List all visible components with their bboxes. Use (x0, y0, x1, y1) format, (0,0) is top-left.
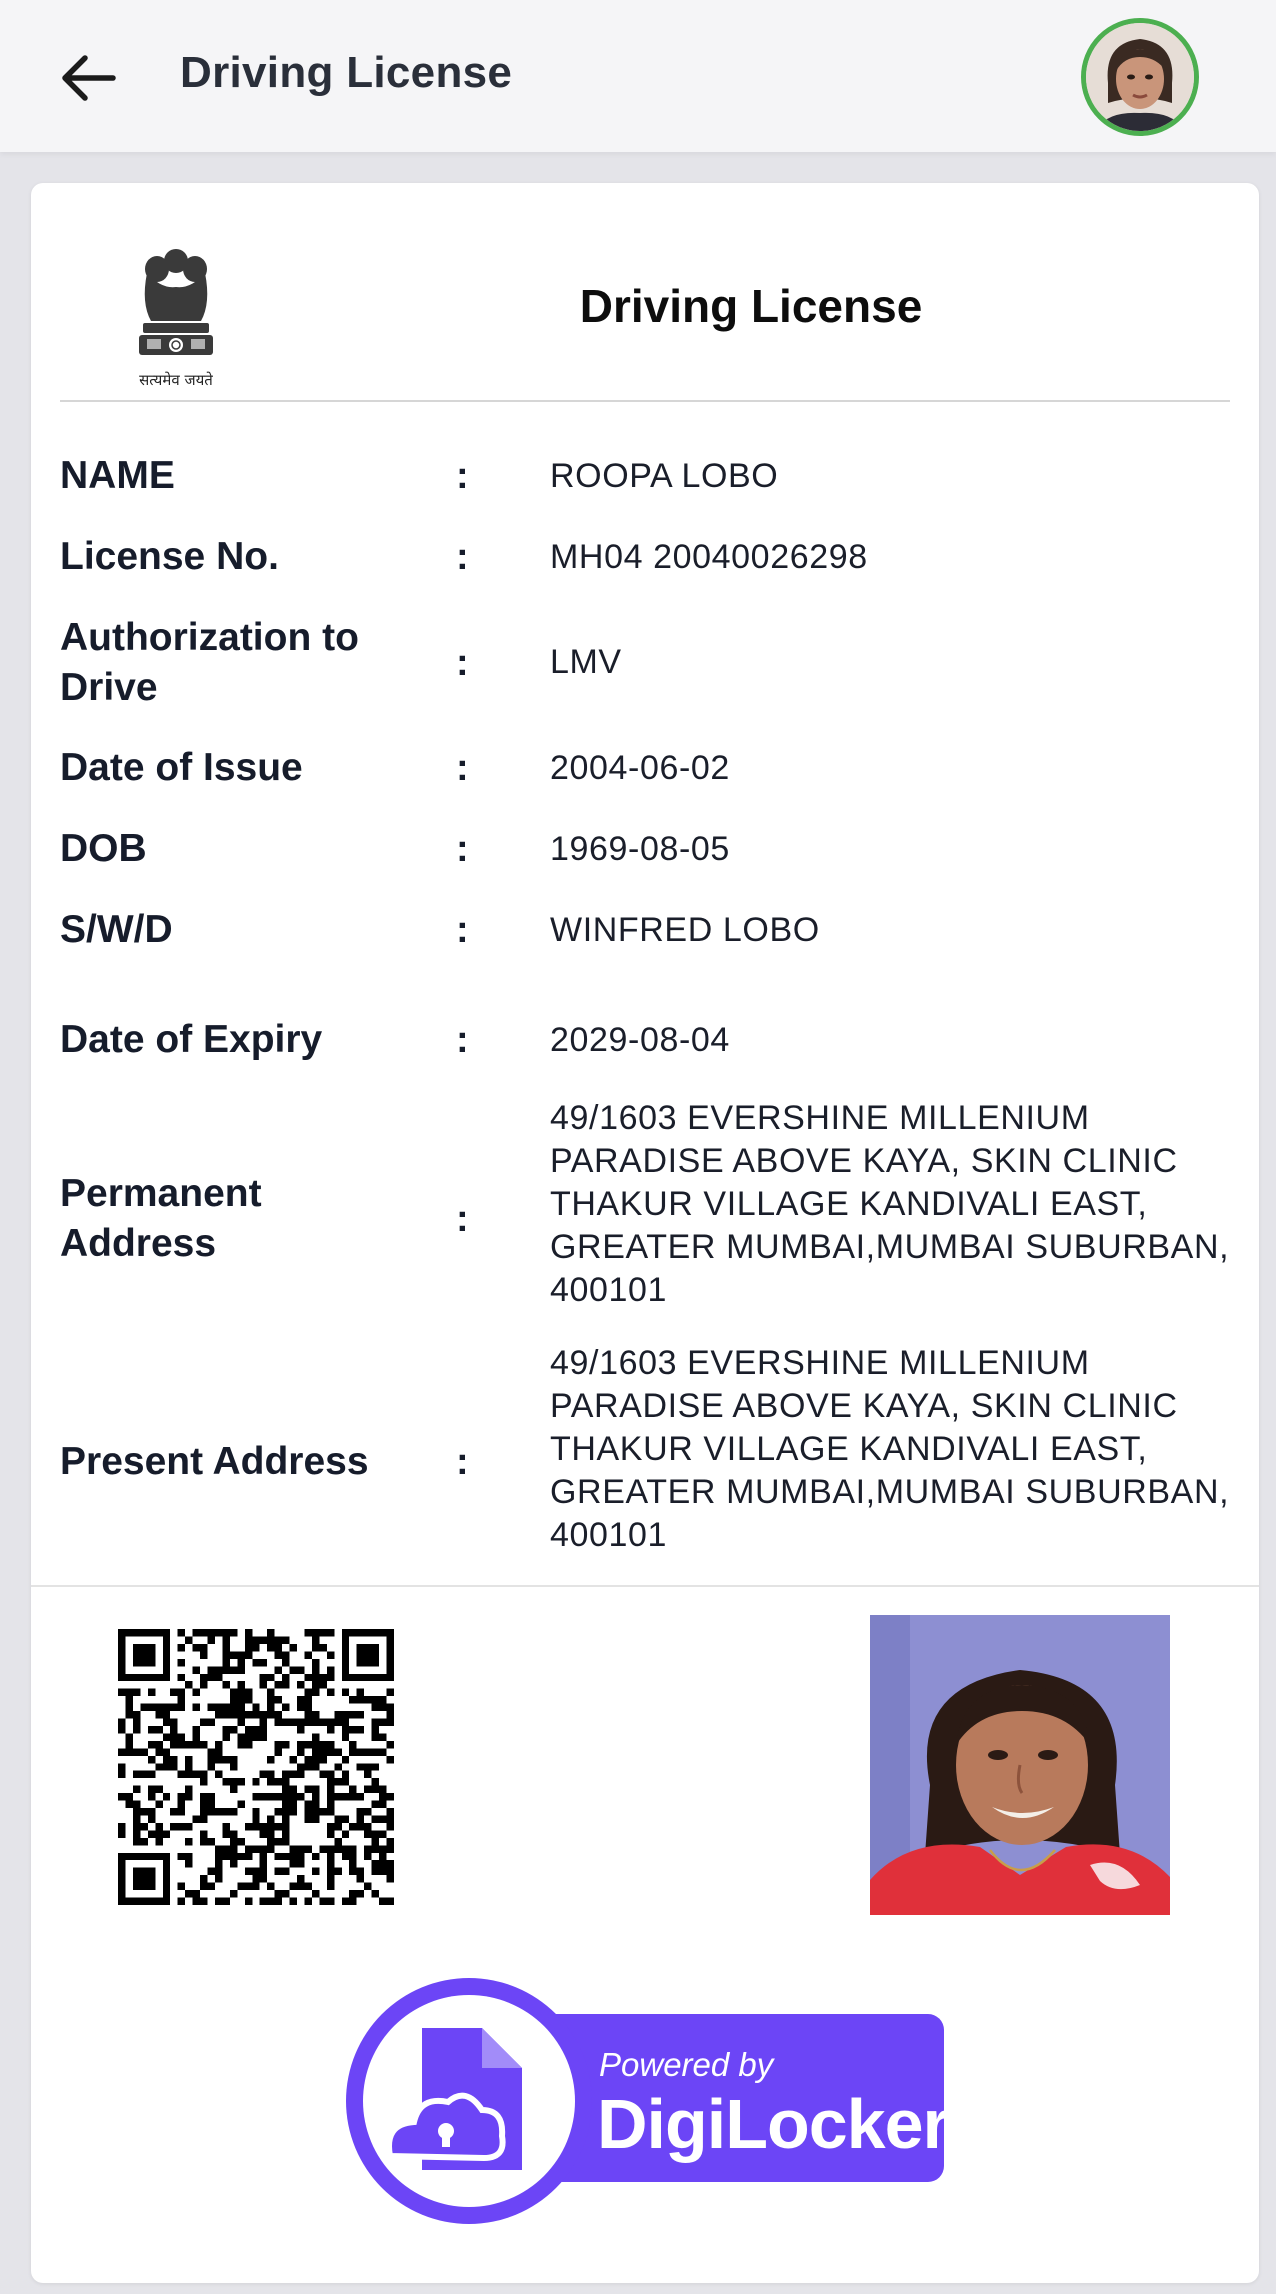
field-separator: : (456, 536, 469, 578)
emblem-caption: सत्यमेव जयते (139, 371, 213, 389)
powered-by-text: Powered by (599, 2046, 774, 2083)
card-title: Driving License (579, 280, 923, 332)
field-label: Present Address (60, 1440, 369, 1483)
field-label: S/W/D (60, 908, 173, 951)
field-label: Date of Issue (60, 746, 303, 789)
back-button[interactable] (50, 40, 126, 116)
field-separator: : (456, 1198, 469, 1240)
arrow-left-icon (59, 53, 117, 103)
field-separator: : (456, 455, 469, 497)
avatar[interactable] (1081, 18, 1199, 136)
title-divider (60, 400, 1230, 402)
license-card (31, 183, 1259, 2283)
powered-by-digilocker-badge (344, 1976, 949, 2226)
section-divider (31, 1585, 1259, 1587)
field-label: Date of Expiry (60, 1018, 323, 1061)
field-value: MH04 20040026298 (550, 538, 868, 576)
avatar-image (1086, 23, 1194, 131)
field-value: 49/1603 EVERSHINE MILLENIUM PARADISE ABOVE KAYA, SKIN CLINIC THAKUR VILLAGE KANDIVALI EAST, GREATER MUMBAI,MUMBAI SUBURBAN, 400101 (550, 1344, 1230, 1554)
field-value: 49/1603 EVERSHINE MILLENIUM PARADISE ABOVE KAYA, SKIN CLINIC THAKUR VILLAGE KANDIVALI EAST, GREATER MUMBAI,MUMBAI SUBURBAN, 400101 (550, 1099, 1230, 1309)
field-label: DOB (60, 827, 147, 870)
field-value: LMV (550, 643, 622, 681)
field-separator: : (456, 1441, 469, 1483)
license-holder-photo (870, 1615, 1170, 1915)
field-value: 2004-06-02 (550, 749, 730, 787)
field-value: ROOPA LOBO (550, 457, 779, 495)
app-header (0, 0, 1276, 152)
field-separator: : (456, 828, 469, 870)
field-value: WINFRED LOBO (550, 911, 820, 949)
field-separator: : (456, 1019, 469, 1061)
field-value: 2029-08-04 (550, 1021, 730, 1059)
field-separator: : (456, 909, 469, 951)
brand-name: DigiLocker (597, 2085, 949, 2163)
national-emblem-icon (121, 243, 231, 393)
field-label: NAME (60, 454, 175, 497)
field-label: License No. (60, 535, 279, 578)
qr-code (118, 1629, 394, 1905)
field-label: Permanent Address (60, 1172, 262, 1265)
field-separator: : (456, 642, 469, 684)
header-title: Driving License (180, 48, 513, 97)
field-separator: : (456, 747, 469, 789)
field-label: Authorization to Drive (60, 616, 359, 709)
field-value: 1969-08-05 (550, 830, 730, 868)
